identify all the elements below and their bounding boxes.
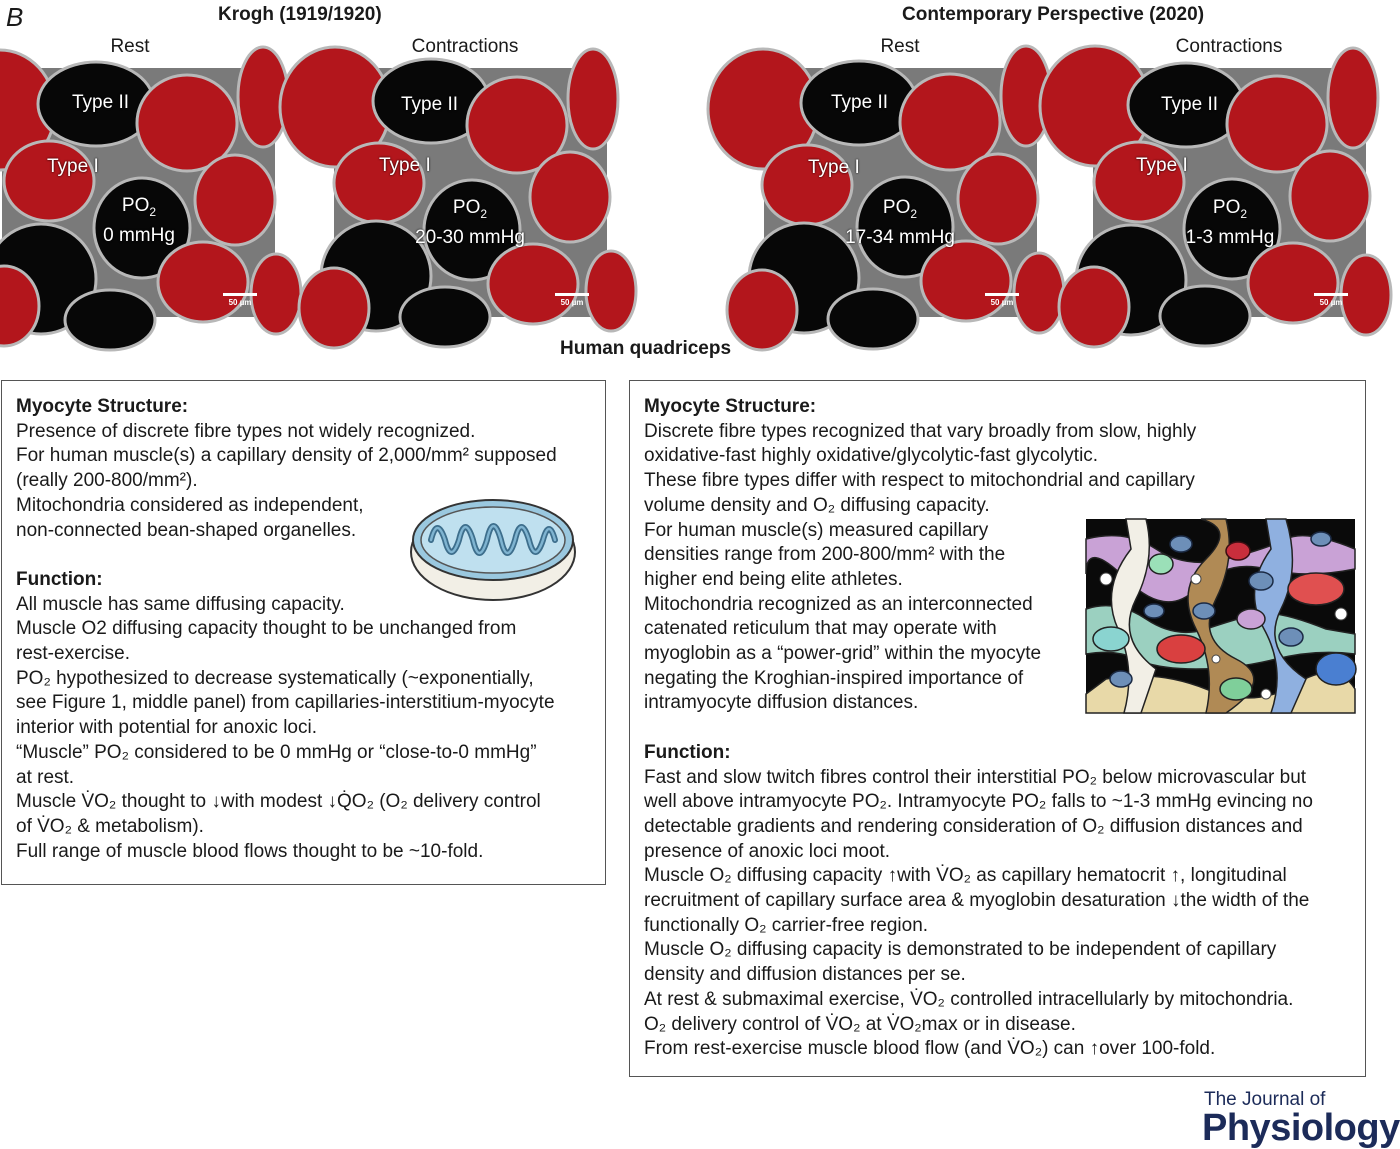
type-i-label: Type I	[1136, 155, 1188, 176]
text-line: Full range of muscle blood flows thought to be ~10-fold.	[16, 840, 484, 862]
text-line: Muscle O₂ diffusing capacity is demonstrated to be independent of capillary	[644, 939, 1277, 961]
micrograph-contemporary-rest	[764, 68, 1037, 317]
structure-heading: Myocyte Structure:	[16, 396, 189, 417]
text-line: see Figure 1, middle panel) from capillaries-interstitium-myocyte	[16, 692, 555, 714]
journal-logo-line1: The Journal of	[1204, 1089, 1326, 1110]
po2-readout: $PO_2$ 1-3 mmHg	[1185, 197, 1275, 248]
text-line: (really 200-800/mm²).	[16, 470, 198, 492]
scale-bar: 50 µm	[223, 293, 257, 307]
text-line: catenated reticulum that may operate with	[644, 618, 997, 640]
text-line: These fibre types differ with respect to mitochondrial and capillary	[644, 470, 1195, 492]
text-line: Fast and slow twitch fibres control their interstitial PO₂ below microvascular but	[644, 766, 1307, 788]
po2-value: 1-3 mmHg	[1185, 226, 1275, 248]
scale-bar: 50 µm	[985, 293, 1019, 307]
contemporary-title: Contemporary Perspective (2020)	[902, 4, 1205, 25]
col-label-contractions-contemporary: Contractions	[1175, 36, 1283, 57]
po2-readout: $PO_2$ 0 mmHg	[103, 195, 175, 246]
text-line: rest-exercise.	[16, 643, 131, 665]
type-i-label: Type I	[808, 157, 860, 178]
text-line: myoglobin as a “power-grid” within the myocyte	[644, 643, 1042, 665]
text-line: At rest & submaximal exercise, V̇O₂ controlled intracellularly by mitochondria.	[644, 988, 1294, 1010]
scale-bar: 50 µm	[555, 293, 589, 307]
text-line: Discrete fibre types recognized that vary broadly from slow, highly	[644, 420, 1197, 442]
po2-value: 0 mmHg	[103, 224, 175, 246]
text-line: O₂ delivery control of V̇O₂ at V̇O₂max or in disease.	[644, 1013, 1076, 1035]
human-quadriceps-title: Human quadriceps	[560, 338, 732, 359]
text-line: From rest-exercise muscle blood flow (and V̇O₂) can ↑over 100-fold.	[644, 1038, 1216, 1060]
text-line: recruitment of capillary surface area & myoglobin desaturation ↓the width of the	[644, 890, 1310, 912]
micrograph-krogh-contractions	[334, 68, 607, 317]
po2-readout: $PO_2$ 17-34 mmHg	[845, 197, 955, 248]
text-line: Mitochondria recognized as an interconnected	[644, 593, 1033, 615]
type-i-label: Type I	[379, 155, 431, 176]
type-i-label: Type I	[47, 156, 99, 177]
text-line: presence of anoxic loci moot.	[644, 840, 891, 862]
text-line: Muscle O₂ diffusing capacity ↑with V̇O₂ as capillary hematocrit ↑, longitudinal	[644, 865, 1287, 887]
function-heading: Function:	[16, 568, 103, 590]
function-heading: Function:	[644, 741, 731, 763]
muscle-section-image	[334, 68, 607, 317]
col-label-rest-contemporary: Rest	[880, 36, 920, 57]
krogh-summary-text	[16, 395, 557, 864]
muscle-section-image	[2, 68, 275, 317]
text-line: Mitochondria considered as independent,	[16, 494, 364, 516]
journal-logo-line2: Physiology	[1202, 1107, 1400, 1149]
col-label-rest-krogh: Rest	[110, 36, 150, 57]
mitochondrion-illustration	[407, 486, 582, 606]
type-ii-label: Type II	[72, 92, 130, 113]
scale-bar: 50 µm	[1314, 293, 1348, 307]
mitochondrial-reticulum-illustration	[1086, 519, 1355, 713]
text-line: All muscle has same diffusing capacity.	[16, 593, 345, 615]
text-line: oxidative-fast highly oxidative/glycolytic-fast glycolytic.	[644, 445, 1099, 467]
text-line: Muscle O2 diffusing capacity thought to be unchanged from	[16, 618, 517, 640]
po2-value: 17-34 mmHg	[845, 226, 955, 248]
text-line: For human muscle(s) a capillary density of 2,000/mm² supposed	[16, 445, 557, 467]
text-line: Muscle V̇O₂ thought to ↓with modest ↓Q̇O₂ (O₂ delivery control	[16, 791, 541, 813]
type-ii-label: Type II	[401, 94, 459, 115]
type-ii-label: Type II	[831, 92, 889, 113]
text-line: For human muscle(s) measured capillary	[644, 519, 989, 541]
text-line: PO₂ hypothesized to decrease systematically (~exponentially,	[16, 667, 534, 689]
muscle-section-image	[764, 68, 1037, 317]
contemporary-summary-text	[644, 395, 1313, 1062]
micrograph-krogh-rest	[2, 68, 275, 317]
krogh-summary-box	[1, 380, 606, 885]
text-line: Presence of discrete fibre types not widely recognized.	[16, 420, 476, 442]
text-line: interior with potential for anoxic loci.	[16, 717, 317, 739]
text-line: densities range from 200-800/mm² with the	[644, 544, 1006, 566]
text-line: density and diffusion distances per se.	[644, 964, 966, 986]
text-line: at rest.	[16, 766, 75, 788]
muscle-section-image	[1093, 68, 1366, 317]
text-line: of V̇O₂ & metabolism).	[16, 815, 204, 837]
col-label-contractions-krogh: Contractions	[411, 36, 519, 57]
type-ii-label: Type II	[1161, 94, 1219, 115]
text-line: “Muscle” PO₂ considered to be 0 mmHg or “close-to-0 mmHg”	[16, 741, 537, 763]
text-line: volume density and O₂ diffusing capacity.	[644, 494, 990, 516]
text-line: functionally O₂ carrier-free region.	[644, 914, 929, 936]
krogh-title: Krogh (1919/1920)	[218, 4, 382, 25]
micrograph-contemporary-contractions	[1093, 68, 1366, 317]
text-line: detectable gradients and rendering consideration of O₂ diffusion distances and	[644, 815, 1303, 837]
structure-heading: Myocyte Structure:	[644, 396, 817, 417]
panel-letter: B	[6, 2, 24, 32]
text-line: well above intramyocyte PO₂. Intramyocyte PO₂ falls to ~1-3 mmHg evincing no	[644, 791, 1313, 813]
text-line: intramyocyte diffusion distances.	[644, 692, 919, 714]
text-line: non-connected bean-shaped organelles.	[16, 519, 357, 541]
contemporary-summary-box	[629, 380, 1366, 1077]
po2-value: 20-30 mmHg	[415, 226, 525, 248]
text-line: negating the Kroghian-inspired importance of	[644, 667, 1024, 689]
journal-logo	[1202, 1090, 1400, 1147]
po2-readout: $PO_2$ 20-30 mmHg	[415, 197, 525, 248]
text-line: higher end being elite athletes.	[644, 568, 903, 590]
